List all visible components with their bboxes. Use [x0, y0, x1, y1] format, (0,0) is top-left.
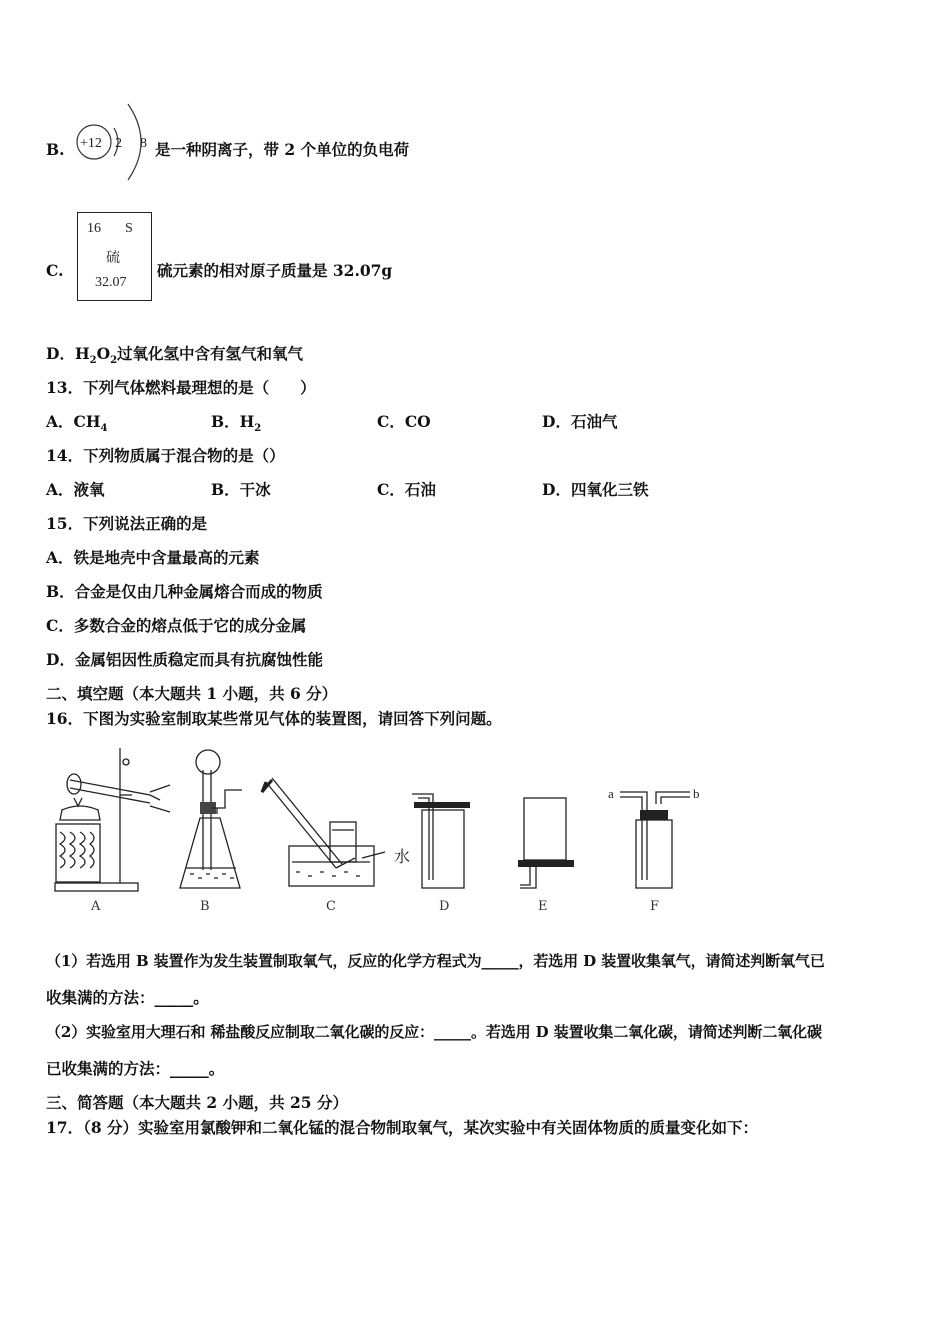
q13-option-b: B．$H_2$ [211, 412, 262, 435]
q15-option-c: C．多数合金的熔点低于它的成分金属 [46, 616, 307, 635]
atom-structure-diagram [70, 100, 160, 185]
element-atomic-mass: 32.07 [95, 275, 127, 290]
q16-part1-line2: 收集满的方法：_____。 [46, 988, 209, 1007]
port-a-label: a [608, 786, 614, 801]
apparatus-c-water-trough [262, 778, 385, 886]
apparatus-b-conical-flask [180, 750, 242, 888]
element-card-sulfur [77, 212, 152, 301]
q12-option-b-text: 是一种阴离子，带 2 个单位的负电荷 [155, 140, 410, 159]
q16-part2-line2: 已收集满的方法：_____。 [46, 1059, 225, 1078]
atom-shell1-count: 2 [115, 136, 122, 151]
q14-option-a: A．液氧 [46, 480, 105, 499]
apparatus-figure [40, 740, 740, 925]
q14-option-d: D．四氧化三铁 [542, 480, 649, 499]
q15-option-b: B．合金是仅由几种金属熔合而成的物质 [46, 582, 323, 601]
q12-option-c-text: 硫元素的相对原子质量是 32.07g [157, 261, 393, 280]
q14-stem: 14．下列物质属于混合物的是（） [46, 446, 285, 465]
water-label: 水 [394, 847, 411, 866]
q13-option-a: A．$CH_4$ [46, 412, 108, 435]
apparatus-d-collection-bottle [412, 794, 470, 888]
apparatus-label-e: E [538, 899, 548, 914]
apparatus-label-b: B [200, 899, 210, 914]
q13-option-d: D．石油气 [542, 412, 618, 431]
q15-option-d: D．金属铝因性质稳定而具有抗腐蚀性能 [46, 650, 323, 669]
q16-part2-line1: （2）实验室用大理石和 稀盐酸反应制取二氧化碳的反应：_____。若选用 D 装置收集二氧化碳，请简述判断二氧化碳 [46, 1023, 822, 1041]
q13-stem: 13．下列气体燃料最理想的是（ ） [46, 378, 316, 397]
apparatus-label-d: D [439, 899, 450, 914]
apparatus-e-inverted-bottle [518, 798, 574, 888]
q17-stem: 17．（8 分）实验室用氯酸钾和二氧化锰的混合物制取氧气，某次实验中有关固体物质的质量变化如下： [46, 1118, 759, 1137]
q16-stem: 16．下图为实验室制取某些常见气体的装置图，请回答下列问题。 [46, 709, 502, 728]
apparatus-label-c: C [326, 899, 336, 914]
q14-option-c: C．石油 [377, 480, 436, 499]
section-3-heading: 三、简答题（本大题共 2 小题，共 25 分） [46, 1093, 348, 1112]
q12-option-c-letter: C. [46, 261, 64, 280]
apparatus-f-wash-bottle [620, 792, 690, 888]
section-2-heading: 二、填空题（本大题共 1 小题，共 6 分） [46, 684, 338, 703]
q15-option-a: A．铁是地壳中含量最高的元素 [46, 548, 260, 567]
apparatus-a-heating-setup [55, 748, 170, 891]
q12-option-d: D．$H_2O_2$过氧化氢中含有氢气和氧气 [46, 344, 304, 367]
q12-option-b-letter: B. [46, 140, 65, 159]
element-name: 硫 [106, 251, 120, 266]
q16-part1-line1: （1）若选用 B 装置作为发生装置制取氧气，反应的化学方程式为_____，若选用 D 装置收集氧气，请简述判断氧气已 [46, 952, 825, 970]
element-symbol: S [125, 221, 133, 236]
q15-stem: 15．下列说法正确的是 [46, 514, 208, 533]
apparatus-label-f: F [650, 899, 660, 914]
q13-option-c: C．CO [377, 412, 431, 431]
q14-option-b: B．干冰 [211, 480, 271, 499]
atom-nucleus-charge: +12 [80, 136, 102, 151]
element-atomic-number: 16 [87, 221, 101, 236]
atom-shell2-count: 8 [140, 136, 147, 151]
port-b-label: b [693, 786, 700, 801]
apparatus-label-a: A [91, 899, 101, 914]
